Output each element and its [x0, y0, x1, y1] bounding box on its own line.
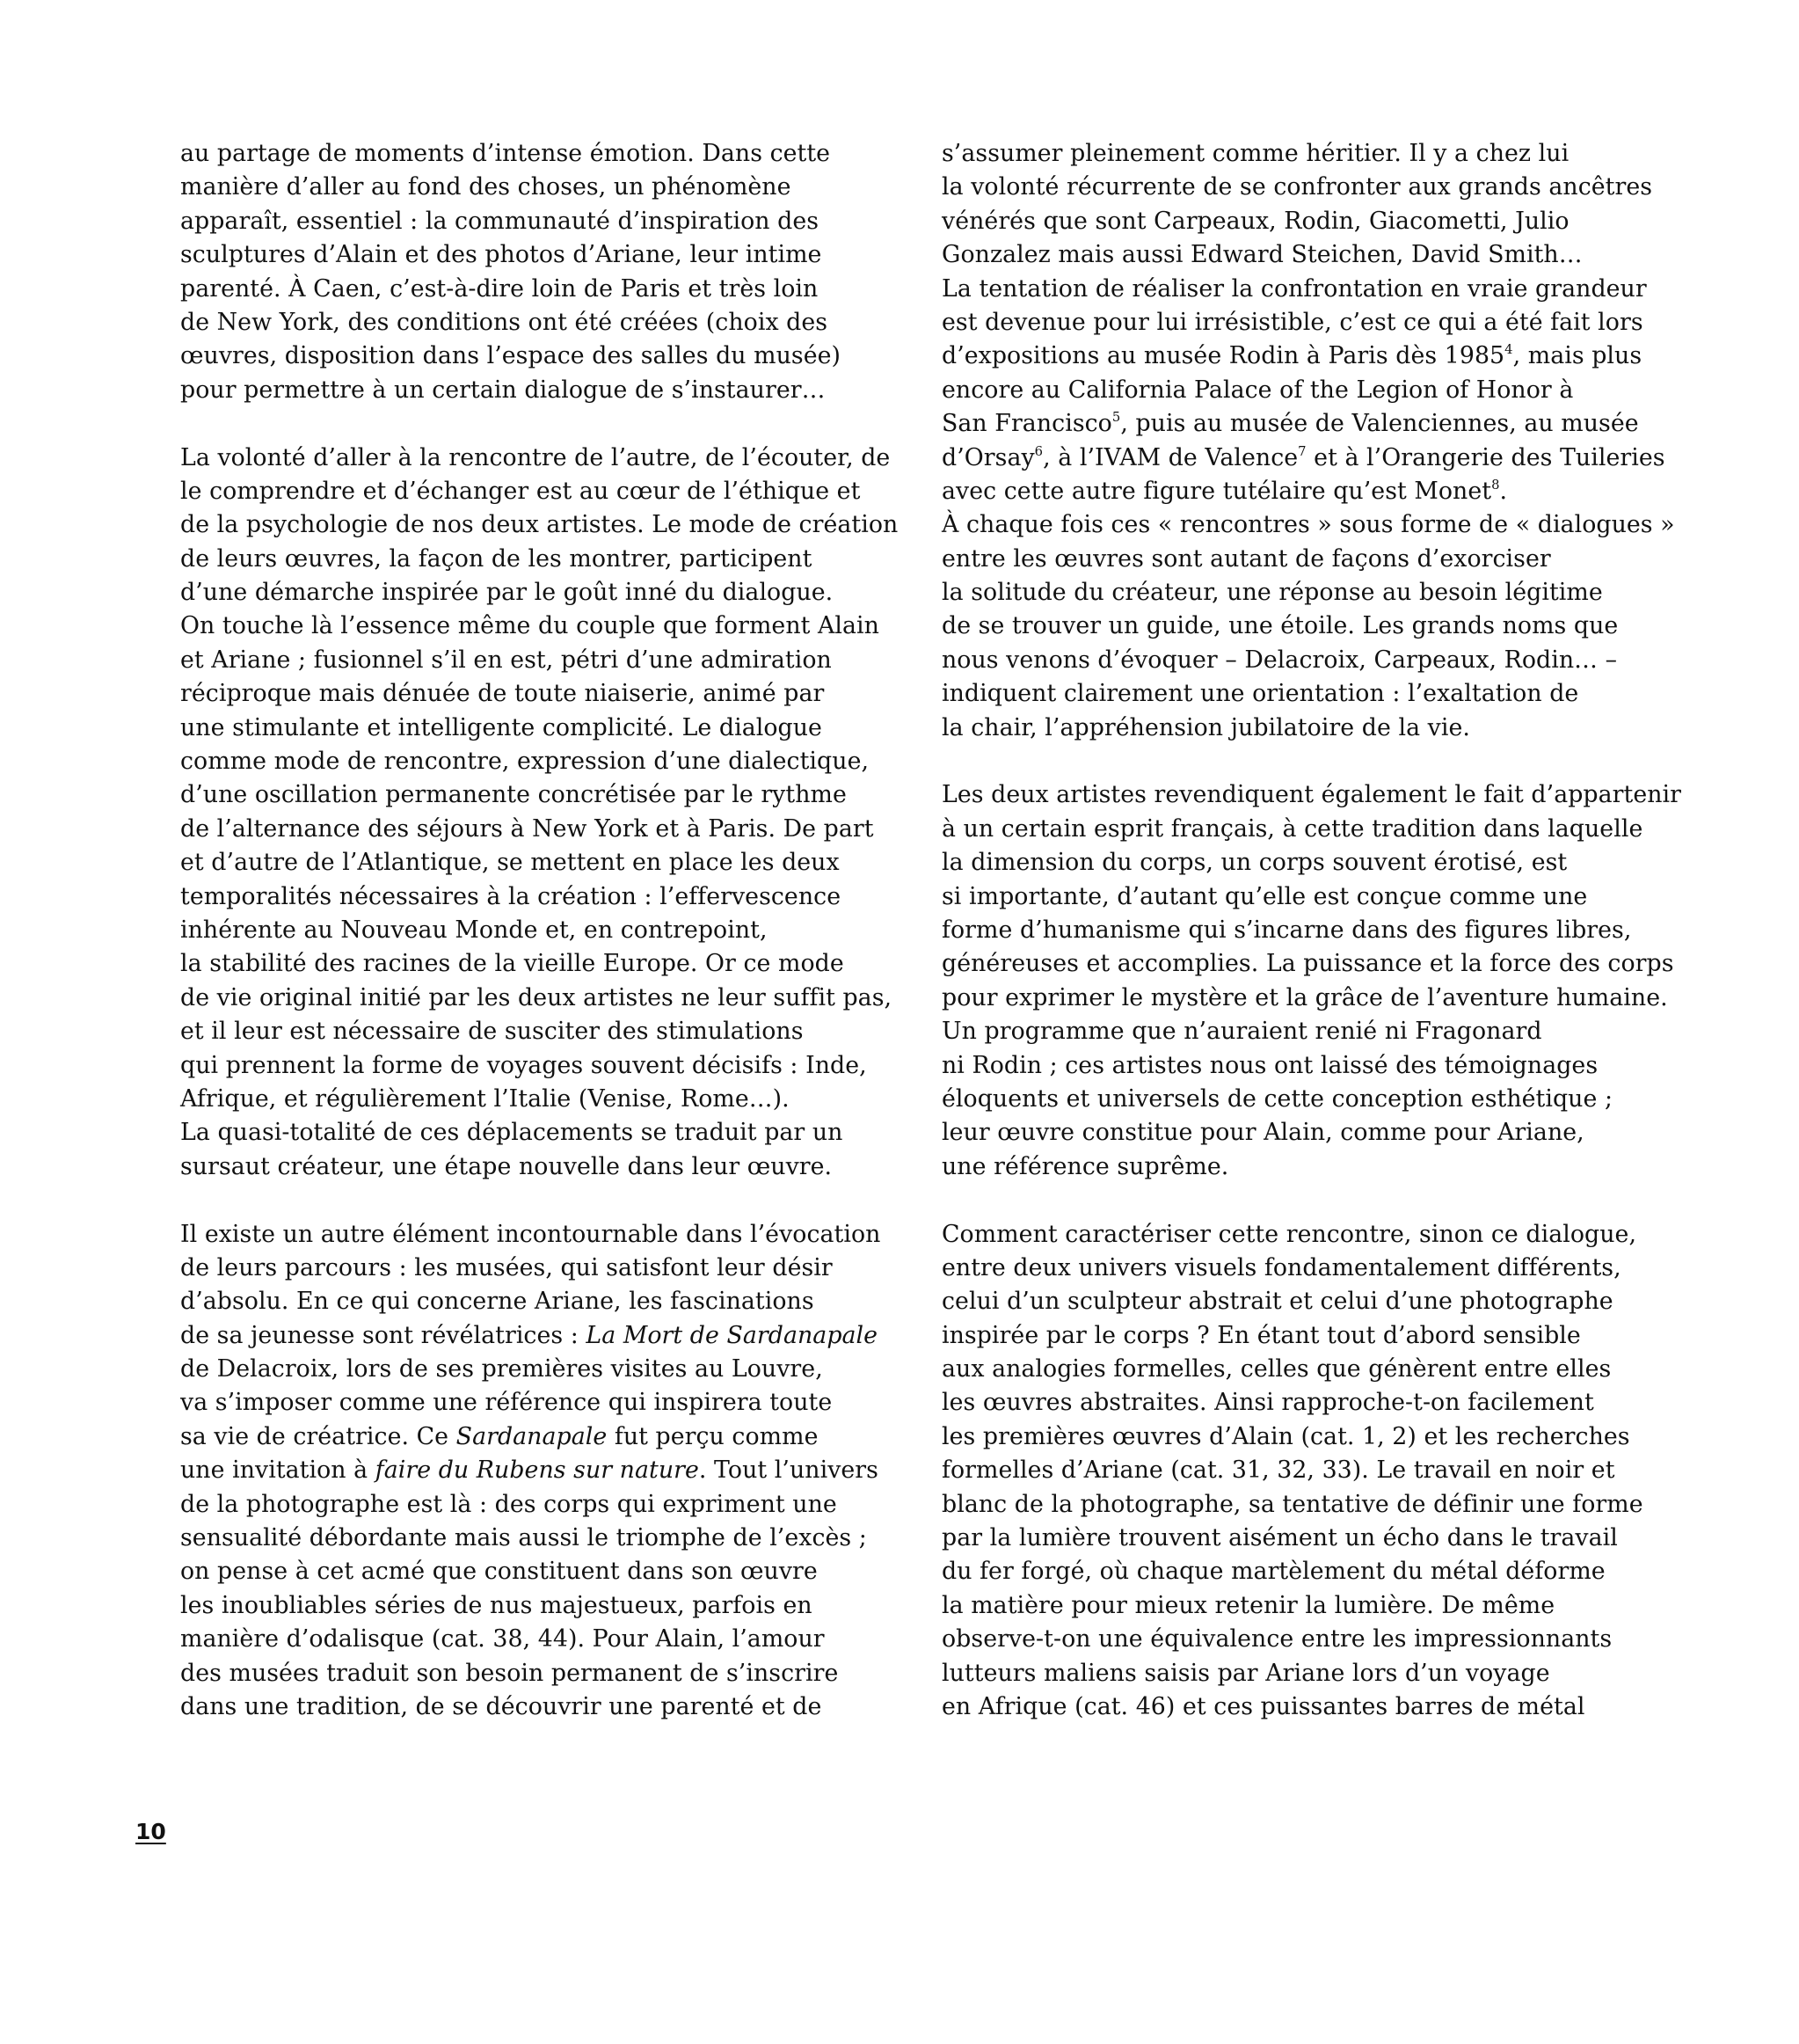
text-line: nous venons d’évoquer – Delacroix, Carpeaux, Rodin… – [942, 646, 1618, 674]
italic-title: faire du Rubens sur nature [375, 1456, 699, 1485]
text-line: dans une tradition, de se découvrir une parenté et de [180, 1692, 822, 1720]
text-line: par la lumière trouvent aisément un écho dans le travail [942, 1524, 1618, 1552]
text-line: de l’alternance des séjours à New York et à Paris. De part [180, 814, 874, 843]
text-line: les premières œuvres d’Alain (cat. 1, 2) et les recherches [942, 1422, 1630, 1450]
footnote-ref: 6 [1034, 443, 1044, 459]
text-line: réciproque mais dénuée de toute niaiserie, animé par [180, 680, 825, 708]
text-line: au partage de moments d’intense émotion. Dans cette [180, 140, 831, 167]
text-line: On touche là l’essence même du couple que forment Alain [180, 612, 879, 640]
italic-title: La Mort de Sardanapale [586, 1321, 878, 1349]
text-segment: avec cette autre figure tutélaire qu’est Monet [942, 477, 1492, 505]
text-line: forme d’humanisme qui s’incarne dans des figures libres, [942, 916, 1632, 944]
text-line [942, 339, 1642, 373]
text-line: parenté. À Caen, c’est-à-dire loin de Paris et très loin [180, 274, 819, 303]
text-line: À chaque fois ces « rencontres » sous forme de « dialogues » [942, 511, 1675, 539]
page-number: 10 [135, 1819, 166, 1844]
text-line: d’absolu. En ce qui concerne Ariane, les fascinations [180, 1288, 814, 1316]
text-line: formelles d’Ariane (cat. 31, 32, 33). Le travail en noir et [942, 1456, 1615, 1485]
text-line: Comment caractériser cette rencontre, sinon ce dialogue, [942, 1220, 1637, 1248]
paragraph [180, 1218, 881, 1725]
text-line: vénérés que sont Carpeaux, Rodin, Giacometti, Julio [942, 207, 1570, 235]
text-segment: , mais plus [1512, 342, 1642, 370]
text-line: leur œuvre constitue pour Alain, comme pour Ariane, [942, 1119, 1584, 1147]
text-line: de la psychologie de nos deux artistes. Le mode de création [180, 511, 899, 539]
text-line: Afrique, et régulièrement l’Italie (Venise, Rome…). [180, 1084, 790, 1113]
paragraph [942, 778, 1682, 1184]
text-line: manière d’odalisque (cat. 38, 44). Pour Alain, l’amour [180, 1625, 825, 1653]
text-line: si importante, d’autant qu’elle est conçue comme une [942, 882, 1588, 910]
text-segment: , puis au musée de Valenciennes, au musée [1120, 410, 1639, 438]
text-line: œuvres, disposition dans l’espace des salles du musée) [180, 342, 841, 370]
text-line: entre deux univers visuels fondamentalement différents, [942, 1253, 1621, 1281]
text-line: de leurs parcours : les musées, qui satisfont leur désir [180, 1253, 833, 1281]
text-line [180, 1420, 875, 1454]
text-line: la dimension du corps, un corps souvent érotisé, est [942, 849, 1568, 877]
text-segment: d’Orsay [942, 443, 1035, 471]
text-line: encore au California Palace of the Legion of Honor à [942, 376, 1574, 404]
text-line: la stabilité des racines de la vieille Europe. Or ce mode [180, 950, 844, 978]
text-line: La quasi-totalité de ces déplacements se traduit par un [180, 1119, 843, 1147]
text-line: la solitude du créateur, une réponse au besoin légitime [942, 579, 1603, 607]
italic-title: Sardanapale [455, 1422, 608, 1450]
text-line [180, 1454, 878, 1487]
text-line: celui d’un sculpteur abstrait et celui d’une photographe [942, 1288, 1613, 1316]
footnote-ref: 5 [1111, 410, 1121, 426]
text-line: inspirée par le corps ? En étant tout d’abord sensible [942, 1321, 1581, 1349]
text-line: sculptures d’Alain et des photos d’Ariane, leur intime [180, 241, 822, 269]
text-line: Un programme que n’auraient renié ni Fragonard [942, 1018, 1542, 1046]
text-line: et Ariane ; fusionnel s’il en est, pétri d’une admiration [180, 646, 832, 674]
text-line [942, 442, 1665, 475]
text-segment: , à l’IVAM de Valence [1043, 443, 1299, 471]
text-line: apparaît, essentiel : la communauté d’inspiration des [180, 207, 819, 235]
text-line: entre les œuvres sont autant de façons d’exorciser [942, 544, 1551, 573]
text-line: de la photographe est là : des corps qui expriment une [180, 1490, 837, 1518]
text-line: de New York, des conditions ont été créées (choix des [180, 308, 828, 336]
text-segment: . Tout l’univers [698, 1456, 878, 1485]
text-line: Il existe un autre élément incontournable dans l’évocation [180, 1220, 881, 1248]
text-line: sursaut créateur, une étape nouvelle dans leur œuvre. [180, 1152, 833, 1180]
text-segment: une invitation à [180, 1456, 375, 1485]
text-line: de leurs œuvres, la façon de les montrer, participent [180, 544, 812, 573]
text-line: les inoubliables séries de nus majestueux, parfois en [180, 1591, 812, 1619]
paragraph [942, 1218, 1643, 1725]
text-line: on pense à cet acmé que constituent dans son œuvre [180, 1558, 818, 1586]
text-line: de se trouver un guide, une étoile. Les grands noms que [942, 612, 1619, 640]
text-segment: et à l’Orangerie des Tuileries [1306, 443, 1665, 471]
text-line: observe-t-on une équivalence entre les impressionnants [942, 1625, 1613, 1653]
text-segment: San Francisco [942, 410, 1112, 438]
text-line: inhérente au Nouveau Monde et, en contrepoint, [180, 916, 768, 944]
text-line: La tentation de réaliser la confrontation en vraie grandeur [942, 274, 1647, 303]
text-line: du fer forgé, où chaque martèlement du métal déforme [942, 1558, 1606, 1586]
text-line: d’une démarche inspirée par le goût inné du dialogue. [180, 579, 834, 607]
text-line: et d’autre de l’Atlantique, se mettent en place les deux [180, 849, 840, 877]
text-line: blanc de la photographe, sa tentative de définir une forme [942, 1490, 1643, 1518]
text-line: la chair, l’appréhension jubilatoire de la vie. [942, 713, 1470, 741]
footnote-ref: 7 [1298, 443, 1307, 459]
text-line: aux analogies formelles, celles que génèrent entre elles [942, 1355, 1612, 1383]
text-line: des musées traduit son besoin permanent de s’inscrire [180, 1659, 839, 1687]
text-line [942, 407, 1639, 441]
text-line: la volonté récurrente de se confronter aux grands ancêtres [942, 173, 1653, 201]
text-line: Gonzalez mais aussi Edward Steichen, David Smith… [942, 241, 1583, 269]
text-line: le comprendre et d’échanger est au cœur de l’éthique et [180, 477, 861, 505]
text-line: temporalités nécessaires à la création : l’effervescence [180, 882, 841, 910]
text-line: et il leur est nécessaire de susciter des stimulations [180, 1018, 804, 1046]
text-line: pour exprimer le mystère et la grâce de l’aventure humaine. [942, 983, 1668, 1011]
text-line: comme mode de rencontre, expression d’une dialectique, [180, 748, 870, 776]
text-line: ni Rodin ; ces artistes nous ont laissé des témoignages [942, 1051, 1599, 1079]
text-line: à un certain esprit français, à cette tradition dans laquelle [942, 814, 1643, 843]
text-line: est devenue pour lui irrésistible, c’est ce qui a été fait lors [942, 308, 1643, 336]
text-line: pour permettre à un certain dialogue de s’instaurer… [180, 376, 826, 404]
text-line: de vie original initié par les deux artistes ne leur suffit pas, [180, 983, 892, 1011]
paragraph [942, 137, 1675, 745]
text-line: indiquent clairement une orientation : l’exaltation de [942, 680, 1579, 708]
text-line: sensualité débordante mais aussi le triomphe de l’excès ; [180, 1524, 867, 1552]
text-line: lutteurs maliens saisis par Ariane lors d’un voyage [942, 1659, 1550, 1687]
text-line: va s’imposer comme une référence qui inspirera toute [180, 1389, 833, 1417]
text-segment: de sa jeunesse sont révélatrices : [180, 1321, 586, 1349]
text-segment: sa vie de créatrice. Ce [180, 1422, 456, 1450]
paragraph [180, 442, 899, 1185]
text-line [180, 1319, 878, 1353]
text-line: qui prennent la forme de voyages souvent décisifs : Inde, [180, 1051, 867, 1079]
text-segment: . [1499, 477, 1508, 505]
footnote-ref: 8 [1491, 477, 1500, 493]
text-line: d’une oscillation permanente concrétisée par le rythme [180, 781, 847, 809]
paragraph [180, 137, 875, 407]
text-line: éloquents et universels de cette conception esthétique ; [942, 1084, 1613, 1113]
text-line: de Delacroix, lors de ses premières visites au Louvre, [180, 1355, 823, 1383]
text-line: La volonté d’aller à la rencontre de l’autre, de l’écouter, de [180, 443, 891, 471]
left-column [180, 137, 899, 1758]
text-segment: fut perçu comme [607, 1422, 819, 1450]
text-line: généreuses et accomplies. La puissance et la force des corps [942, 950, 1674, 978]
text-line [942, 475, 1636, 508]
text-line: s’assumer pleinement comme héritier. Il y a chez lui [942, 140, 1570, 167]
text-line: une référence suprême. [942, 1152, 1229, 1180]
text-segment: d’expositions au musée Rodin à Paris dès 1985 [942, 342, 1505, 370]
text-line: en Afrique (cat. 46) et ces puissantes barres de métal [942, 1692, 1585, 1720]
right-column [942, 137, 1682, 1758]
text-line: Les deux artistes revendiquent également le fait d’appartenir [942, 781, 1682, 809]
text-line: une stimulante et intelligente complicité. Le dialogue [180, 713, 822, 741]
text-line: les œuvres abstraites. Ainsi rapproche-t-on facilement [942, 1389, 1594, 1417]
text-line: la matière pour mieux retenir la lumière. De même [942, 1591, 1555, 1619]
footnote-ref: 4 [1504, 342, 1513, 358]
text-line: manière d’aller au fond des choses, un phénomène [180, 173, 791, 201]
